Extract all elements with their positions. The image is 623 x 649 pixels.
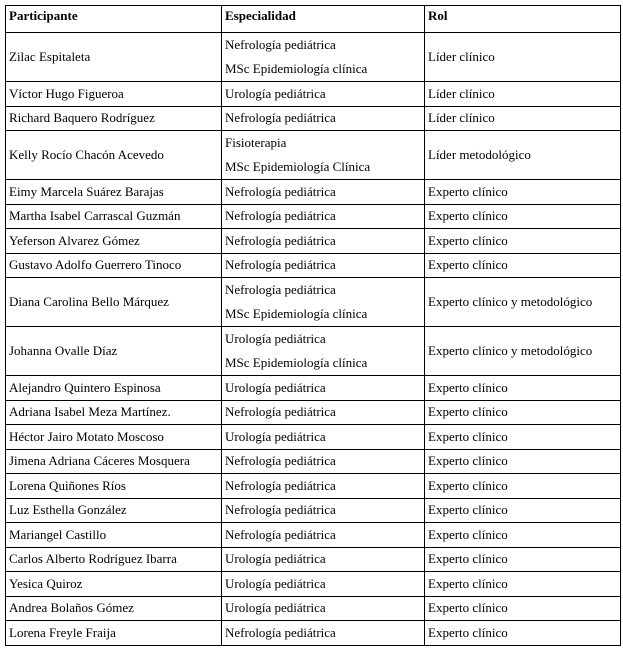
specialty: Urología pediátrica (225, 551, 326, 567)
specialty: Urología pediátrica (225, 428, 326, 444)
role: Experto clínico (425, 253, 621, 278)
table-row (6, 572, 621, 597)
specialty: Urología pediátrica (225, 575, 326, 591)
role: Líder clínico (425, 106, 621, 131)
role: Experto clínico (425, 621, 621, 646)
specialty: Nefrología pediátrica (225, 208, 336, 224)
participant-name: Kelly Rocío Chacón Acevedo (6, 131, 222, 180)
specialty-cell (222, 425, 425, 450)
role: Experto clínico (425, 229, 621, 254)
table-row (6, 131, 621, 180)
participant-name: Yesica Quiroz (6, 572, 222, 597)
table-row (6, 278, 621, 327)
header-especialidad: Especialidad (222, 6, 425, 33)
participant-name: Lorena Quiñones Ríos (6, 474, 222, 499)
specialty: Nefrología pediátrica (225, 624, 336, 640)
participant-name: Carlos Alberto Rodríguez Ibarra (6, 547, 222, 572)
specialty: Urología pediátrica (225, 600, 326, 616)
specialty: Nefrología pediátrica (225, 232, 336, 248)
role: Experto clínico (425, 204, 621, 229)
specialty-cell (222, 449, 425, 474)
specialty-cell (222, 523, 425, 548)
specialty: Nefrología pediátrica (225, 502, 336, 518)
role: Experto clínico (425, 425, 621, 450)
participant-name: Mariangel Castillo (6, 523, 222, 548)
role: Experto clínico (425, 376, 621, 401)
table-header-row (6, 6, 621, 33)
table-row (6, 33, 621, 82)
participant-name: Jimena Adriana Cáceres Mosquera (6, 449, 222, 474)
specialty-cell (222, 376, 425, 401)
specialty-cell (222, 474, 425, 499)
specialty: Urología pediátrica (225, 331, 326, 346)
specialty: Nefrología pediátrica (225, 282, 336, 297)
specialty: Urología pediátrica (225, 85, 326, 101)
table-row (6, 376, 621, 401)
specialty: Nefrología pediátrica (225, 404, 336, 420)
specialty-cell (222, 498, 425, 523)
specialty: MSc Epidemiología clínica (225, 306, 368, 321)
participant-name: Víctor Hugo Figueroa (6, 82, 222, 107)
participant-name: Adriana Isabel Meza Martínez. (6, 400, 222, 425)
role: Experto clínico (425, 474, 621, 499)
participant-name: Johanna Ovalle Díaz (6, 327, 222, 376)
specialty-cell (222, 253, 425, 278)
participant-name: Alejandro Quintero Espinosa (6, 376, 222, 401)
participant-name: Luz Esthella González (6, 498, 222, 523)
specialty: MSc Epidemiología Clínica (225, 159, 371, 174)
specialty: Nefrología pediátrica (225, 257, 336, 273)
role: Experto clínico (425, 596, 621, 621)
role: Experto clínico (425, 498, 621, 523)
role: Experto clínico (425, 547, 621, 572)
specialty-cell (222, 180, 425, 205)
participant-name: Richard Baquero Rodríguez (6, 106, 222, 131)
participant-name: Eimy Marcela Suárez Barajas (6, 180, 222, 205)
table-row (6, 229, 621, 254)
specialty-cell (222, 596, 425, 621)
specialty-cell (222, 229, 425, 254)
specialty: Urología pediátrica (225, 379, 326, 395)
participant-name: Andrea Bolaños Gómez (6, 596, 222, 621)
participants-table (5, 5, 621, 646)
table-row (6, 596, 621, 621)
role: Líder clínico (425, 33, 621, 82)
role: Experto clínico (425, 572, 621, 597)
table-row (6, 474, 621, 499)
specialty-cell (222, 33, 425, 82)
table-row (6, 449, 621, 474)
specialty: Nefrología pediátrica (225, 526, 336, 542)
specialty-cell (222, 400, 425, 425)
role: Experto clínico (425, 523, 621, 548)
table-row (6, 180, 621, 205)
specialty: MSc Epidemiología clínica (225, 355, 368, 370)
specialty-cell (222, 547, 425, 572)
table-row (6, 204, 621, 229)
table-row (6, 253, 621, 278)
participant-name: Gustavo Adolfo Guerrero Tinoco (6, 253, 222, 278)
specialty-cell (222, 131, 425, 180)
role: Líder clínico (425, 82, 621, 107)
participant-name: Yeferson Alvarez Gómez (6, 229, 222, 254)
participant-name: Martha Isabel Carrascal Guzmán (6, 204, 222, 229)
specialty-cell (222, 278, 425, 327)
specialty: Nefrología pediátrica (225, 183, 336, 199)
role: Experto clínico (425, 400, 621, 425)
participant-name: Diana Carolina Bello Márquez (6, 278, 222, 327)
table-row (6, 106, 621, 131)
table-row (6, 82, 621, 107)
role: Experto clínico y metodológico (425, 278, 621, 327)
role: Líder metodológico (425, 131, 621, 180)
role: Experto clínico (425, 449, 621, 474)
table-row (6, 498, 621, 523)
table-row (6, 523, 621, 548)
specialty: Fisioterapia (225, 135, 287, 150)
specialty-cell (222, 106, 425, 131)
specialty: Nefrología pediátrica (225, 37, 336, 52)
table-row (6, 400, 621, 425)
header-rol: Rol (425, 6, 621, 33)
specialty-cell (222, 82, 425, 107)
header-participante: Participante (6, 6, 222, 33)
table-row (6, 547, 621, 572)
participant-name: Héctor Jairo Motato Moscoso (6, 425, 222, 450)
table-row (6, 425, 621, 450)
specialty-cell (222, 204, 425, 229)
specialty-cell (222, 621, 425, 646)
specialty: Nefrología pediátrica (225, 477, 336, 493)
role: Experto clínico (425, 180, 621, 205)
role: Experto clínico y metodológico (425, 327, 621, 376)
specialty-cell (222, 327, 425, 376)
specialty: MSc Epidemiología clínica (225, 61, 368, 76)
specialty-cell (222, 572, 425, 597)
table-row (6, 621, 621, 646)
table-row (6, 327, 621, 376)
participant-name: Zilac Espitaleta (6, 33, 222, 82)
specialty: Nefrología pediátrica (225, 110, 336, 126)
specialty: Nefrología pediátrica (225, 453, 336, 469)
participant-name: Lorena Freyle Fraija (6, 621, 222, 646)
